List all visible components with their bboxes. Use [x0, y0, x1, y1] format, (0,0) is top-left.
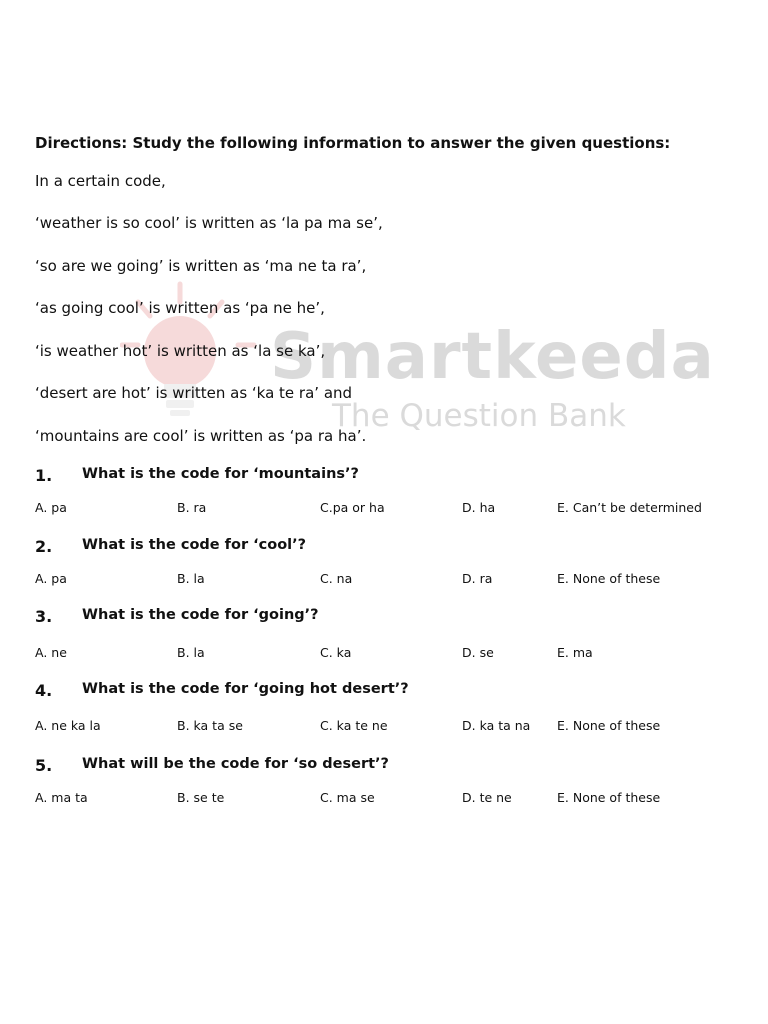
question-1-options — [35, 500, 735, 518]
question-4 — [35, 681, 735, 705]
option-e: E. ma — [557, 645, 593, 660]
option-a: A. ma ta — [35, 790, 88, 805]
option-b: B. ka ta se — [177, 718, 243, 733]
question-2 — [35, 537, 735, 561]
option-c: C. ka — [320, 645, 352, 660]
option-d: D. te ne — [462, 790, 512, 805]
question-1 — [35, 466, 735, 490]
option-a: A. pa — [35, 500, 67, 515]
option-a: A. ne — [35, 645, 67, 660]
watermark-tagline: The Question Bank — [332, 398, 626, 434]
info-line: ‘is weather hot’ is written as ‘la se ka’, — [35, 342, 326, 360]
question-text: What is the code for ‘going hot desert’? — [82, 681, 409, 697]
option-d: D. ha — [462, 500, 496, 515]
directions-heading: Directions: Study the following information to answer the given questions: — [35, 134, 671, 152]
option-d: D. ka ta na — [462, 718, 531, 733]
info-line: ‘as going cool’ is written as ‘pa ne he’, — [35, 299, 325, 317]
question-5-options — [35, 790, 735, 808]
option-c: C. ka te ne — [320, 718, 388, 733]
option-d: D. ra — [462, 571, 493, 586]
info-line: ‘mountains are cool’ is written as ‘pa ra ha’. — [35, 427, 367, 445]
option-c: C.pa or ha — [320, 500, 385, 515]
option-b: B. la — [177, 571, 205, 586]
option-e: E. None of these — [557, 790, 661, 805]
question-2-options — [35, 571, 735, 589]
info-line: ‘weather is so cool’ is written as ‘la pa ma se’, — [35, 214, 383, 232]
option-a: A. ne ka la — [35, 718, 101, 733]
question-text: What is the code for ‘going’? — [82, 607, 319, 623]
option-a: A. pa — [35, 571, 67, 586]
question-number: 3. — [35, 607, 53, 626]
watermark-brand: Smartkeeda — [270, 320, 715, 394]
info-line: ‘desert are hot’ is written as ‘ka te ra’ and — [35, 384, 353, 402]
option-b: B. se te — [177, 790, 225, 805]
option-c: C. na — [320, 571, 353, 586]
question-text: What is the code for ‘cool’? — [82, 537, 307, 553]
option-e: E. Can’t be determined — [557, 500, 702, 515]
question-4-options — [35, 718, 735, 736]
info-line: ‘so are we going’ is written as ‘ma ne ta ra’, — [35, 257, 367, 275]
question-3 — [35, 607, 735, 631]
question-number: 4. — [35, 681, 53, 700]
question-text: What is the code for ‘mountains’? — [82, 466, 359, 482]
info-line: In a certain code, — [35, 172, 166, 190]
question-text: What will be the code for ‘so desert’? — [82, 756, 389, 772]
option-e: E. None of these — [557, 718, 661, 733]
question-number: 2. — [35, 537, 53, 556]
option-c: C. ma se — [320, 790, 375, 805]
question-5 — [35, 756, 735, 780]
option-b: B. la — [177, 645, 205, 660]
question-3-options — [35, 645, 735, 663]
question-number: 5. — [35, 756, 53, 775]
option-e: E. None of these — [557, 571, 661, 586]
question-number: 1. — [35, 466, 53, 485]
option-b: B. ra — [177, 500, 207, 515]
option-d: D. se — [462, 645, 494, 660]
